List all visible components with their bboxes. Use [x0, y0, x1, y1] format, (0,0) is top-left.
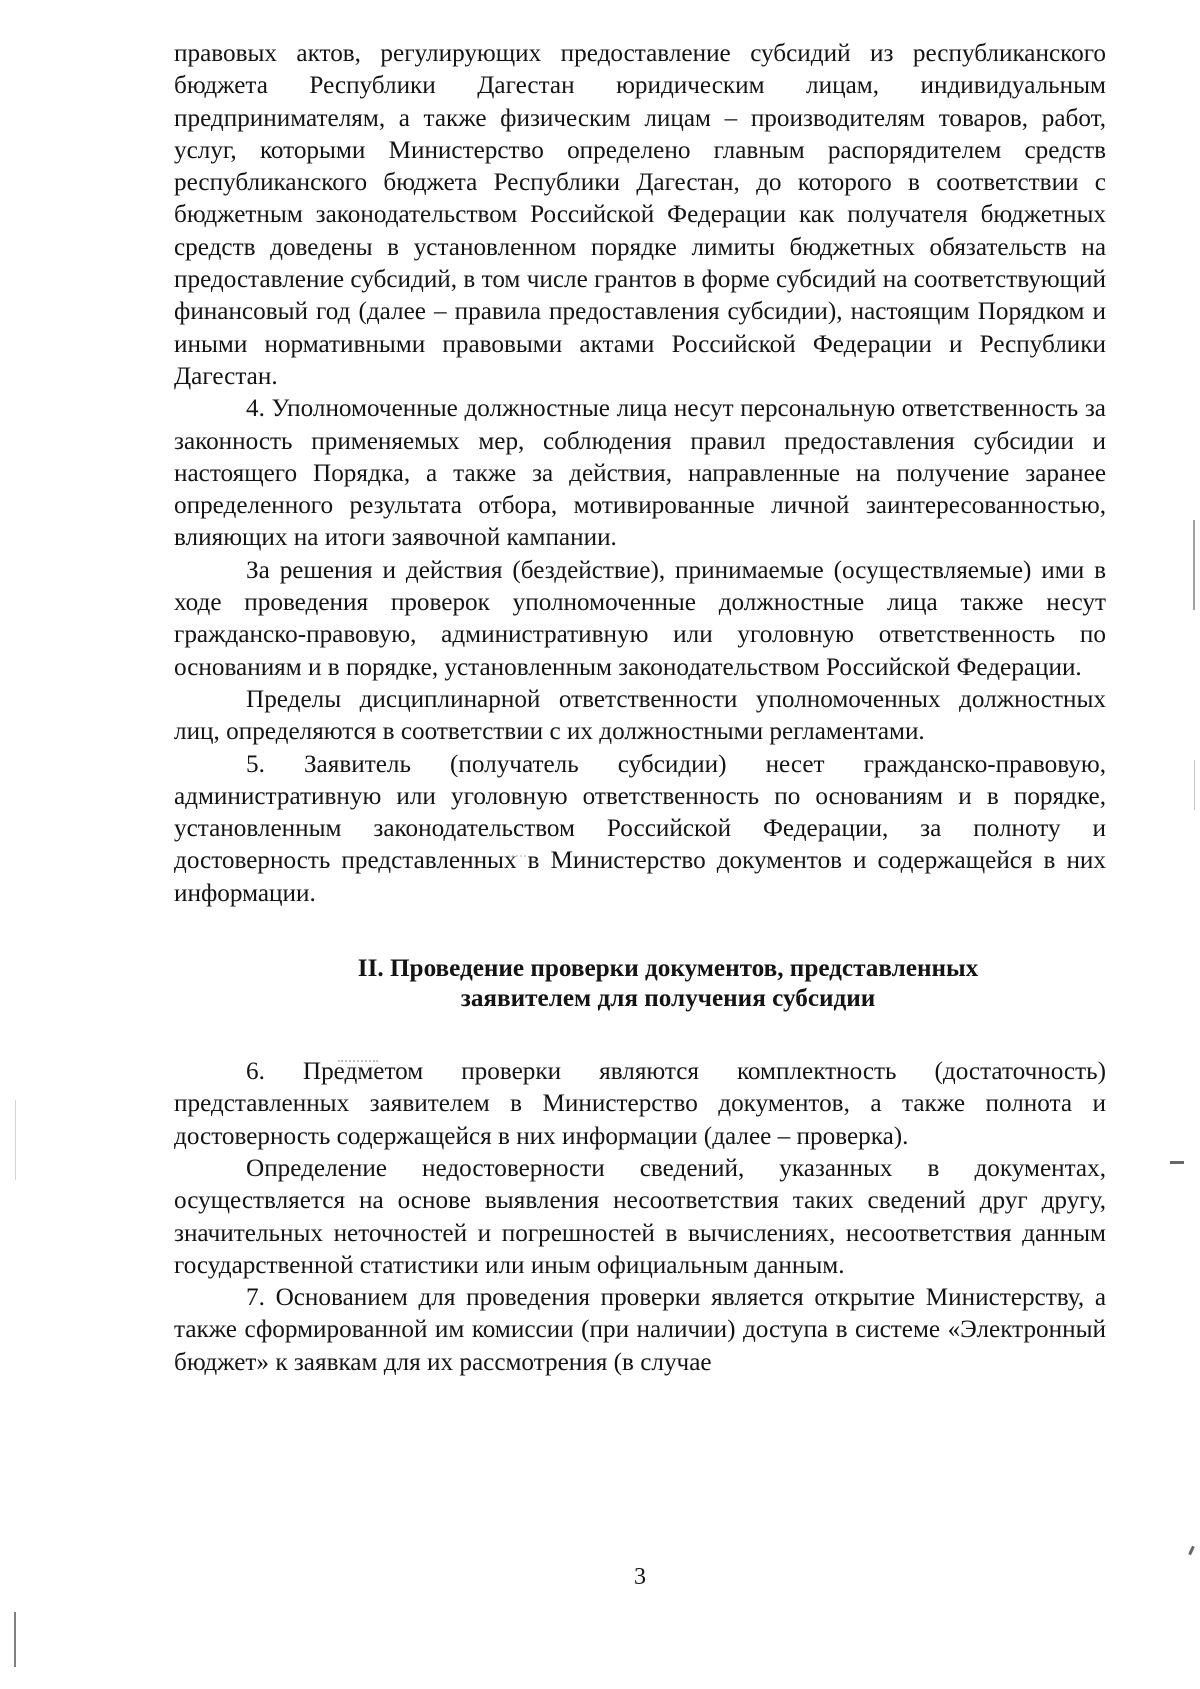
scan-artifact-dash: [1170, 1161, 1184, 1164]
paragraph-liability: За решения и действия (бездействие), принимаемые (осуществляемые) ими в ходе проведения проверок уполномоченные должностные лица также несут гражданско-правовую, административную или уголовную ответственность по основаниям и в порядке, установленным законодательством Российской Федерации.: [174, 556, 1106, 681]
section-heading-line-2: заявителем для получения субсидии: [460, 985, 876, 1013]
paragraph-item-7: 7. Основанием для проведения проверки является открытие Министерству, а также сформированной им комиссии (при наличии) доступа в системе «Электронный бюджет» к заявкам для их рассмотрения (в случае: [174, 1284, 1106, 1376]
section-heading-line-1: II. Проведение проверки документов, представленных: [357, 955, 979, 983]
paragraph-item-5: 5. Заявитель (получатель субсидии) несет гражданско-правовую, административную или уголовную ответственность по основаниям и в порядке, установленным законодательством Российской Федерации, за полноту и достоверность представленных в Министерство документов и содержащейся в них информации.: [174, 750, 1106, 907]
scan-artifact-tick: [1188, 1546, 1195, 1555]
page-number: 3: [634, 1564, 646, 1590]
scan-artifact-line: [15, 1100, 16, 1180]
document-page: [174, 38, 1106, 1379]
scan-artifact-line: [1193, 520, 1195, 610]
scan-artifact-dots: [338, 1060, 378, 1064]
paragraph-inaccuracy: Определение недостоверности сведений, указанных в документах, осуществляется на основе выявления несоответствия таких сведений друг другу, значительных неточностей и погрешностей в вычислениях, несоответствия данным государственной статистики или иным официальным данным.: [174, 1154, 1106, 1279]
scan-artifact-line: [1194, 760, 1195, 810]
scan-artifact-line: [14, 1612, 16, 1667]
spacer: [174, 1014, 1106, 1056]
paragraph-continuation: правовых актов, регулирующих предоставление субсидий из республиканского бюджета Республики Дагестан юридическим лицам, индивидуальным предпринимателям, а также физическим лицам – производителям товаров, работ, услуг, которыми Министерство определено главным распорядителем средств республиканского бюджета Республики Дагестан, до которого в соответствии с бюджетным законодательством Российской Федерации как получателя бюджетных средств доведены в установленном порядке лимиты бюджетных обязательств на предоставление субсидий, в том числе грантов в форме субсидий на соответствующий финансовый год (далее – правила предоставления субсидии), настоящим Порядком и иными нормативными правовыми актами Российской Федерации и Республики Дагестан.: [174, 40, 1106, 390]
paragraph-item-6: 6. Предметом проверки являются комплектность (достаточность) представленных заявителем в Министерство документов, а также полнота и достоверность содержащейся в них информации (далее – проверка).: [174, 1058, 1106, 1150]
paragraph-item-4: 4. Уполномоченные должностные лица несут персональную ответственность за законность применяемых мер, соблюдения правил предоставления субсидии и настоящего Порядка, а также за действия, направленные на получение заранее определенного результата отбора, мотивированные личной заинтересованностью, влияющих на итоги заявочной кампании.: [174, 395, 1106, 552]
spacer: [174, 910, 1106, 954]
paragraph-disciplinary: Пределы дисциплинарной ответственности уполномоченных должностных лиц, определяются в соответствии с их должностными регламентами.: [174, 685, 1106, 746]
scan-artifact-dots: [508, 855, 526, 859]
